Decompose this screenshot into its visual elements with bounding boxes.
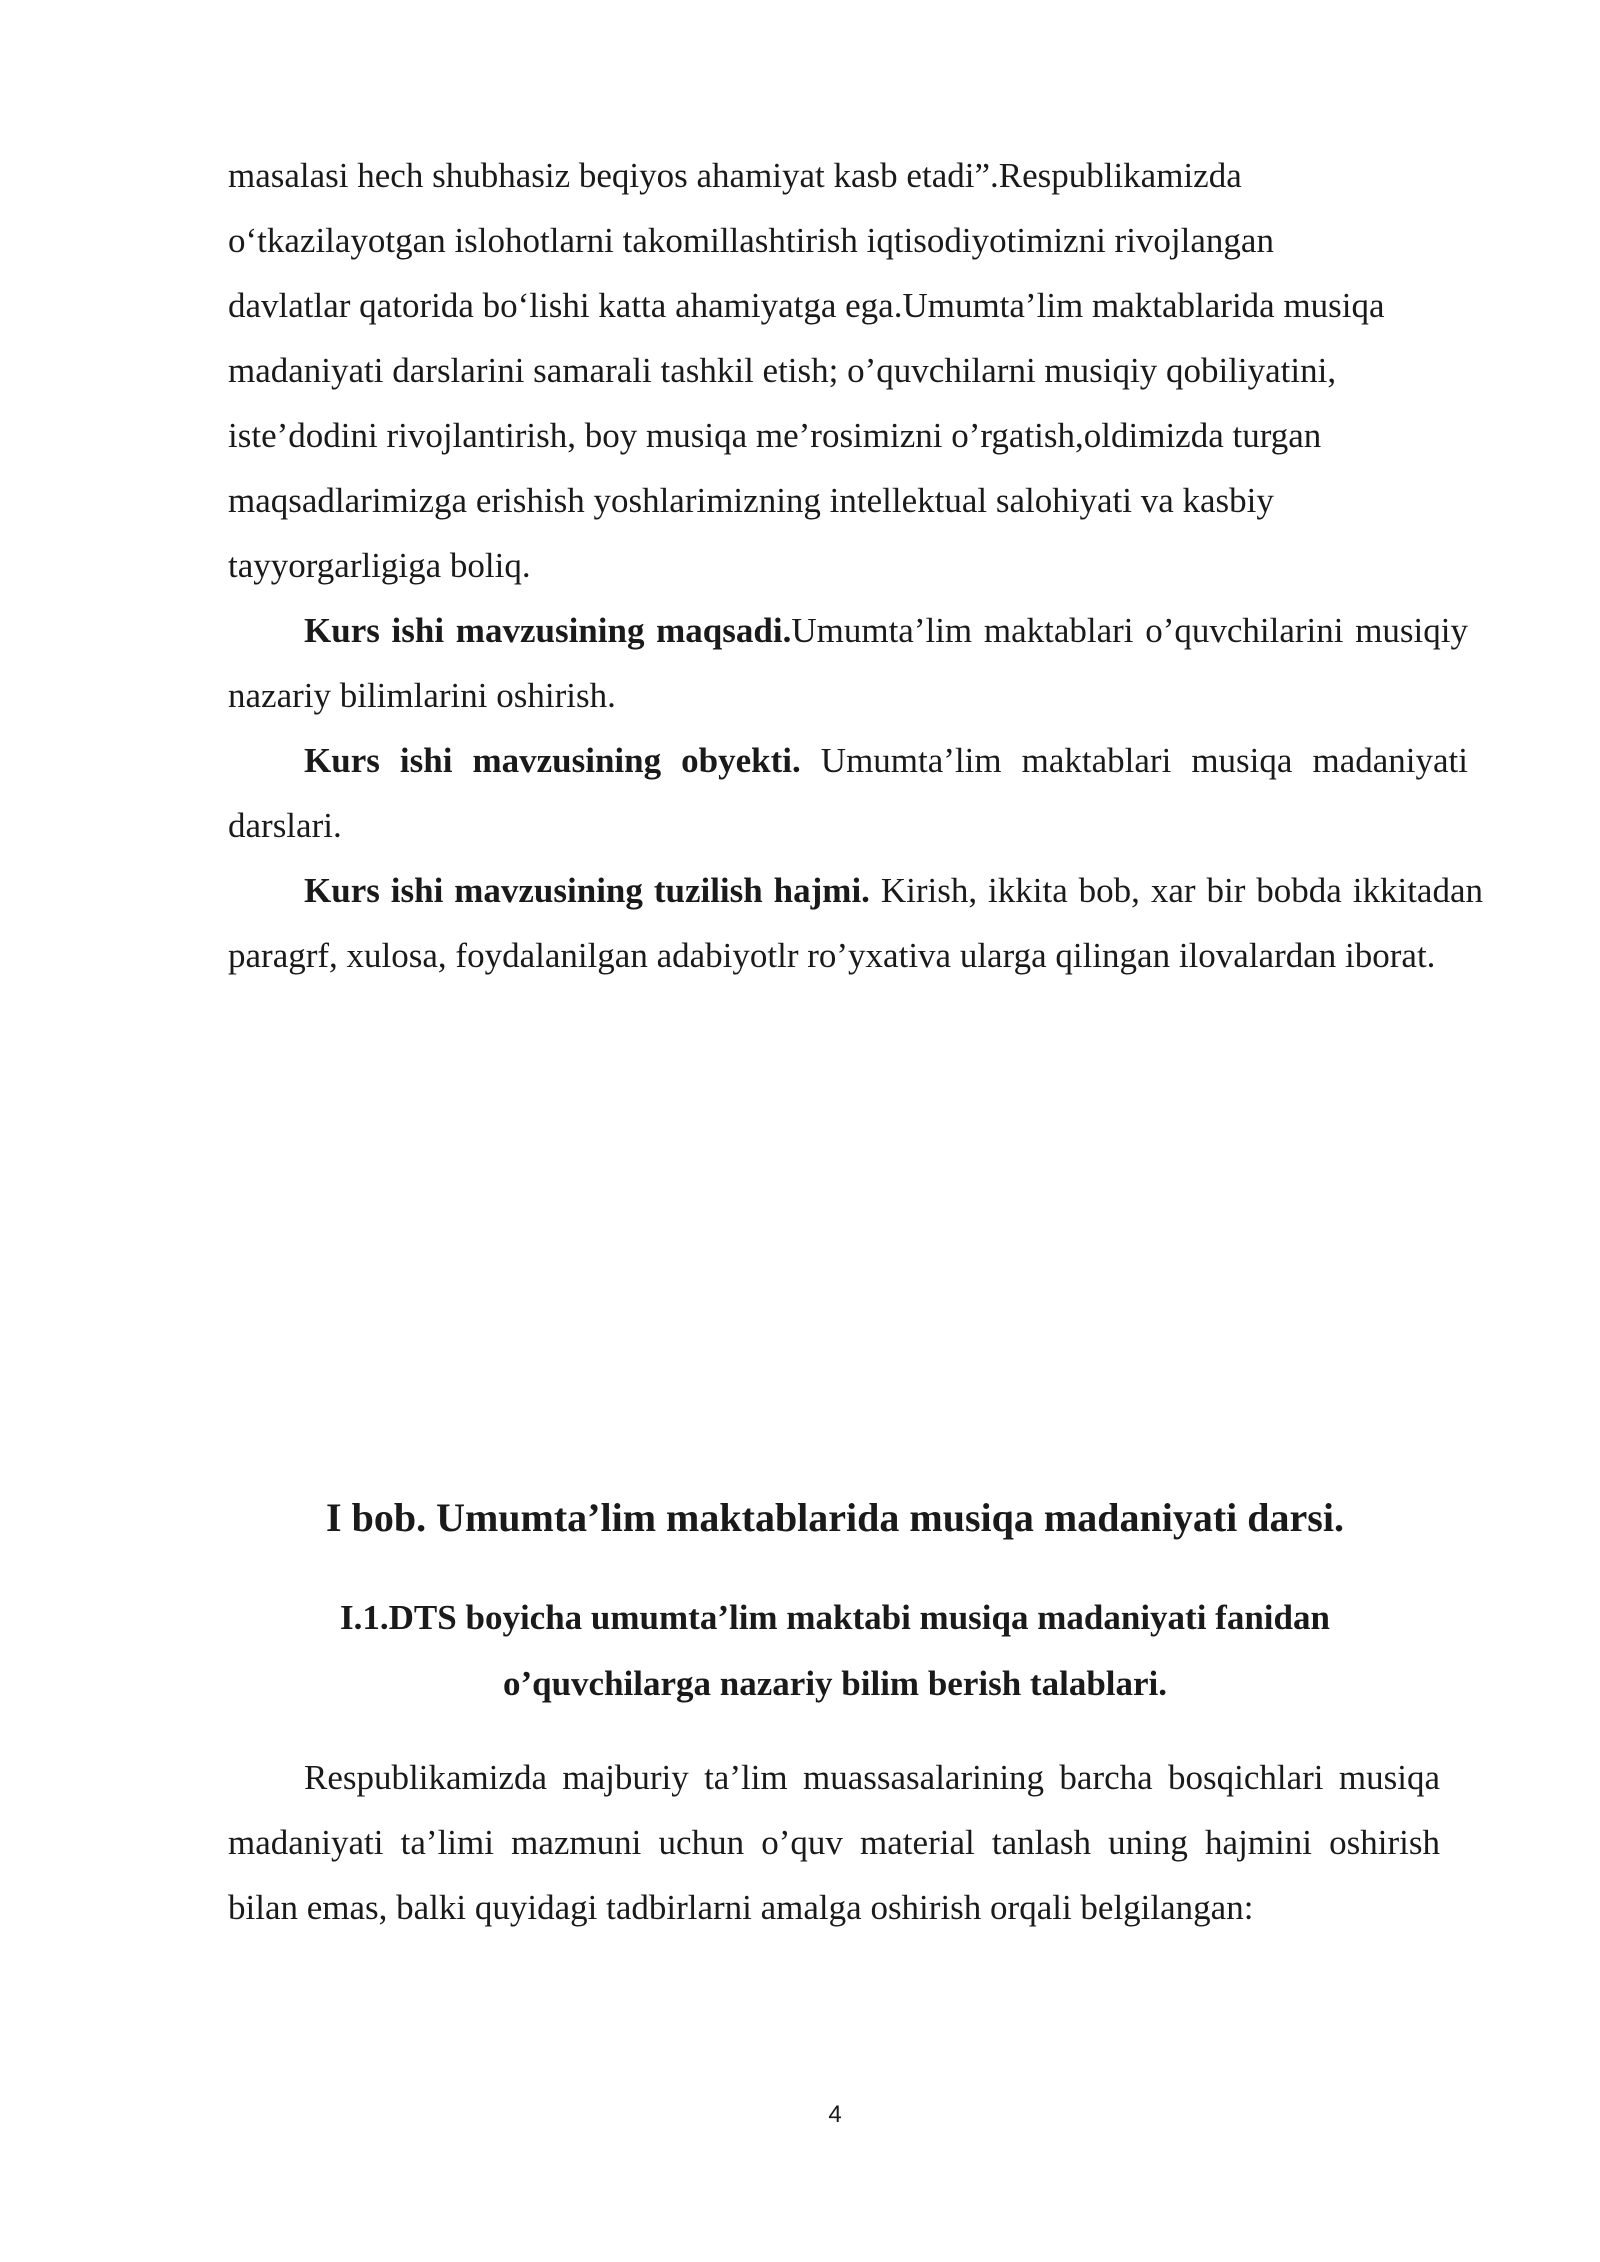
intro-line: o‘tkazilayotgan islohotlarni takomillashtirish iqtisodiyotimizni rivojlangan bbox=[228, 221, 1274, 260]
intro-line: tayyorgarligiga boliq. bbox=[228, 546, 531, 585]
goal-lead: Kurs ishi mavzusining maqsadi. bbox=[304, 611, 792, 650]
page-number: 4 bbox=[828, 2101, 842, 2128]
intro-line: maqsadlarimizga erishish yoshlarimizning intellektual salohiyati va kasbiy bbox=[228, 481, 1274, 520]
intro-line: madaniyati darslarini samarali tashkil etish; o’quvchilarni musiqiy qobiliyatini, bbox=[228, 351, 1337, 390]
section-title bbox=[0, 1585, 1600, 1717]
intro-line: iste’dodini rivojlantirish, boy musiqa me’rosimizni o’rgatish,oldimizda turgan bbox=[228, 416, 1322, 455]
section-title-line: o’quvchilarga nazariy bilim berish talablari. bbox=[502, 1664, 1168, 1703]
structure-text: Kirish, ikkita bob, xar bir bobda ikkitadan paragrf, xulosa, foydalanilgan adabiyotlr ro’yxativa ularga qilingan ilovalardan iborat. bbox=[228, 871, 1483, 975]
goal-text: Umumta’lim maktablari o’quvchilarini musiqiy nazariy bilimlarini oshirish. bbox=[228, 611, 1468, 715]
body-paragraph: Respublikamizda majburiy ta’lim muassasalarining barcha bosqichlari musiqa madaniyati ta’limi mazmuni uchun o’quv material tanlash uning hajmini oshirish bilan emas, balki quyidagi tadbirlarni amalga oshirish orqali belgilangan: bbox=[228, 1758, 1440, 1927]
object-lead: Kurs ishi mavzusining obyekti. bbox=[304, 741, 801, 780]
intro-paragraph bbox=[228, 143, 1528, 598]
structure-lead: Kurs ishi mavzusining tuzilish hajmi. bbox=[304, 871, 870, 910]
structure-paragraph bbox=[228, 858, 1483, 988]
intro-line: masalasi hech shubhasiz beqiyos ahamiyat kasb etadi”.Respublikamizda bbox=[228, 156, 1242, 195]
intro-line: davlatlar qatorida bo‘lishi katta ahamiyatga ega.Umumta’lim maktablarida musiqa bbox=[228, 286, 1385, 325]
goal-paragraph bbox=[228, 598, 1468, 728]
object-text: Umumta’lim maktablari musiqa madaniyati darslari. bbox=[228, 741, 1468, 845]
chapter-title: I bob. Umumta’lim maktablarida musiqa madaniyati darsi. bbox=[326, 1495, 1344, 1540]
object-paragraph bbox=[228, 728, 1468, 858]
section-title-line: I.1.DTS boyicha umumta’lim maktabi musiqa madaniyati fanidan bbox=[340, 1598, 1330, 1637]
